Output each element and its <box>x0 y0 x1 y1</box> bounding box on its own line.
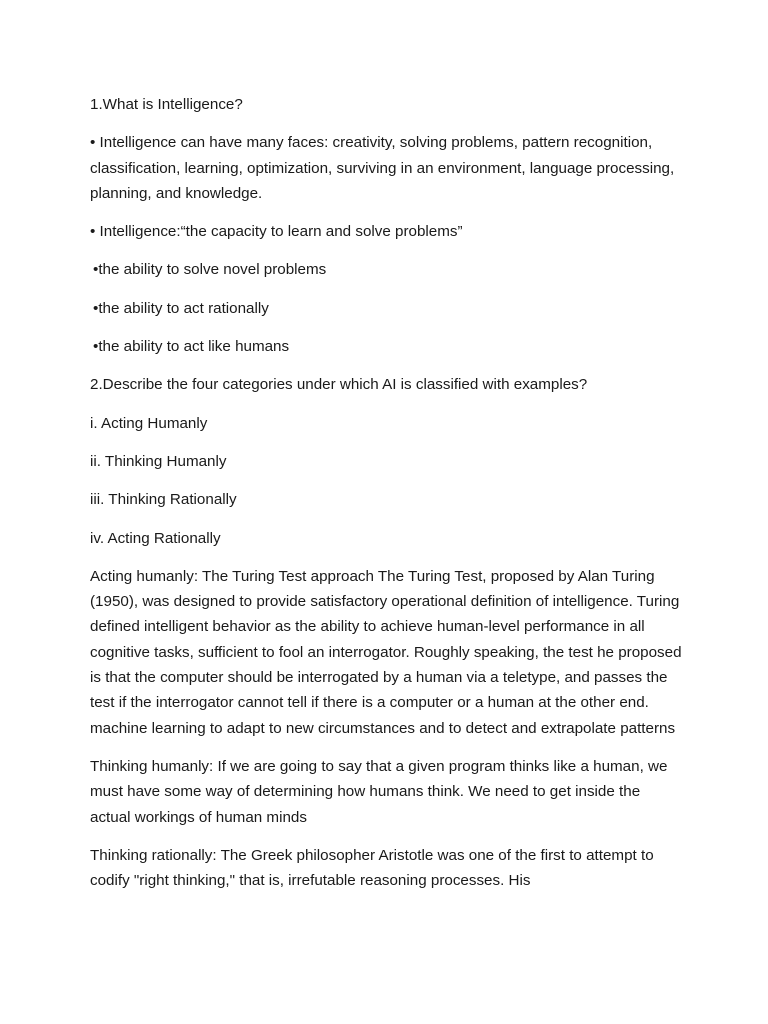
thinking-humanly-paragraph: Thinking humanly: If we are going to say that a given program thinks like a human, we must have some way of determining how humans think. We need to get inside the actual workings of human minds <box>90 757 668 826</box>
document-body <box>90 92 682 906</box>
q1-intro-paragraph: • Intelligence can have many faces: creativity, solving problems, pattern recognition, classification, learning, optimization, surviving in an environment, language processing, planning, and knowledge. <box>90 134 675 202</box>
q1-bullet-capacity: • Intelligence:“the capacity to learn and solve problems” <box>90 223 463 241</box>
q2-list-item-acting-rationally: iv. Acting Rationally <box>90 529 221 547</box>
q1-bullet-act-rationally: •the ability to act rationally <box>93 299 269 317</box>
q1-heading: 1.What is Intelligence? <box>90 96 243 113</box>
q2-list-item-thinking-rationally: iii. Thinking Rationally <box>90 491 237 509</box>
q1-bullet-act-like-humans: •the ability to act like humans <box>93 338 290 356</box>
q2-list-item-thinking-humanly: ii. Thinking Humanly <box>90 452 227 470</box>
acting-humanly-paragraph: Acting humanly: The Turing Test approach The Turing Test, proposed by Alan Turing (1950), was designed to provide satisfactory operational definition of intelligence. Turing defined intelligent behavior as the ability to achieve human-level performance in all cognitive tasks, sufficient to fool an interrogator. Roughly speaking, the test he proposed is that the computer should be interrogated by a human via a teletype, and passes the test if the interrogator cannot tell if there is a computer or a human at the other end. machine learning to adapt to new circumstances and to detect and extrapolate patterns <box>90 567 682 737</box>
q2-heading: 2.Describe the four categories under which AI is classified with examples? <box>90 376 588 394</box>
thinking-rationally-paragraph: Thinking rationally: The Greek philosopher Aristotle was one of the first to attempt to codify "right thinking," that is, irrefutable reasoning processes. His <box>90 846 654 890</box>
q2-list-item-acting-humanly: i. Acting Humanly <box>90 414 208 432</box>
q1-bullet-novel-problems: •the ability to solve novel problems <box>93 261 327 279</box>
